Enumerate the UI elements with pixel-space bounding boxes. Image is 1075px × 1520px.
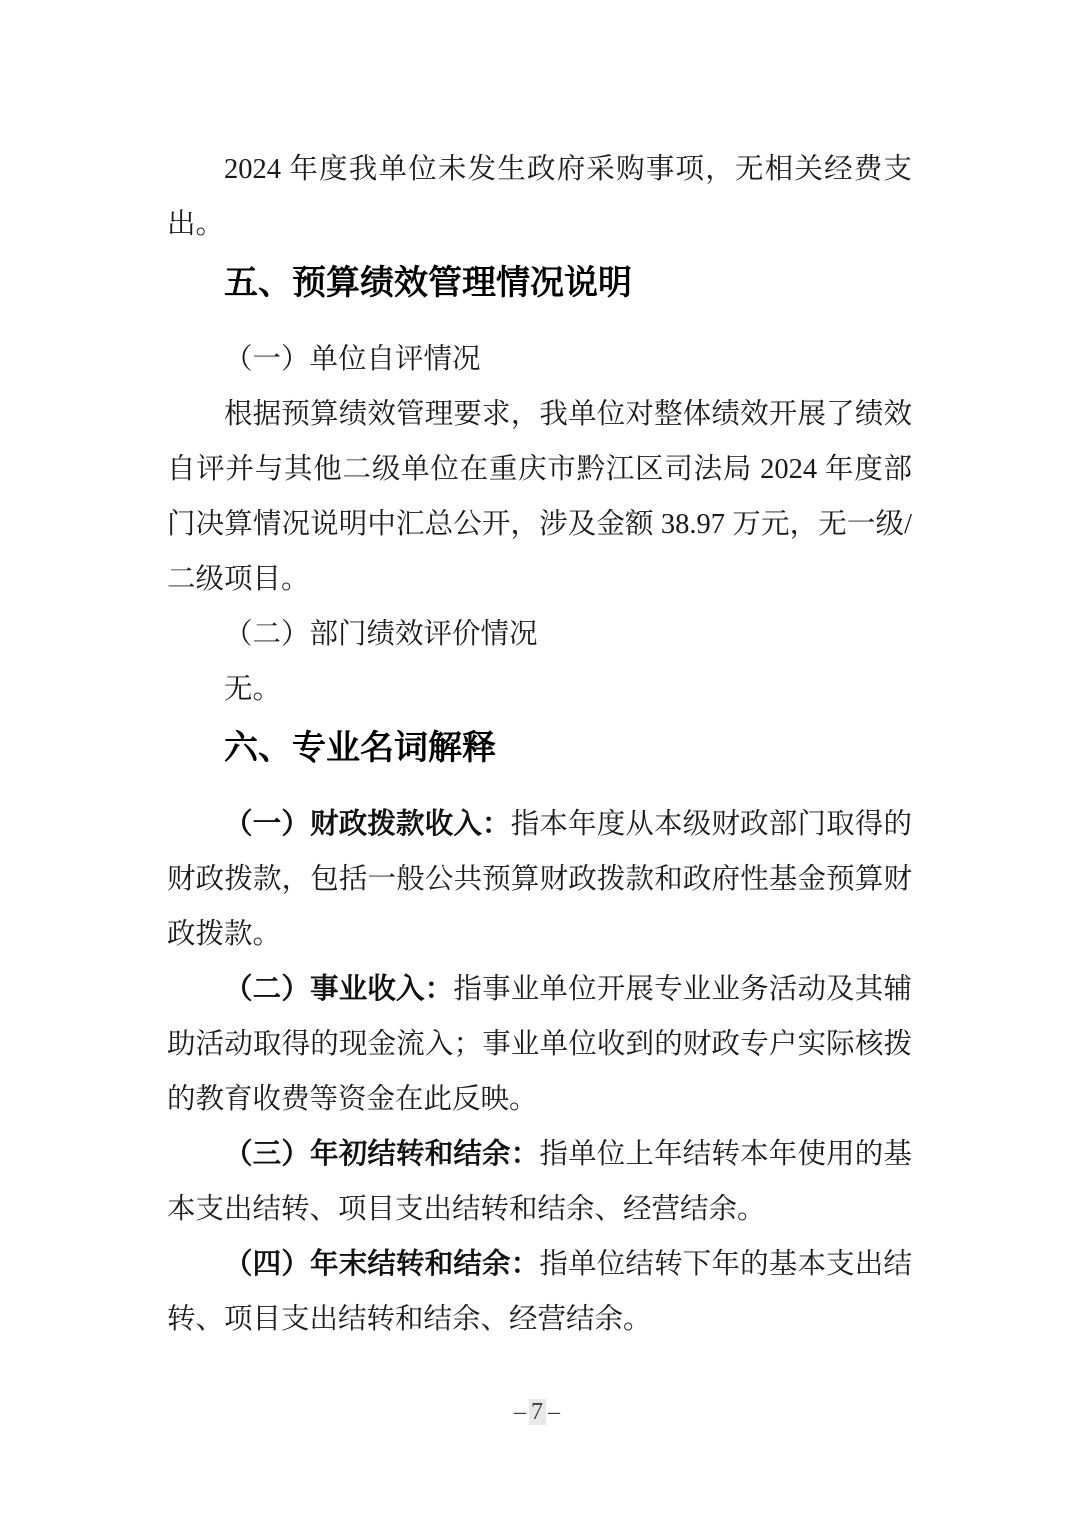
term-lead-fiscal-appropriation-income: （一）财政拨款收入： — [224, 809, 511, 840]
paragraph-term-beginning-carryover — [167, 1127, 912, 1237]
term-definition-business-income: 指事业单位开展专业业务活动及其辅助活动取得的现金流入；事业单位收到的财政专户实际核拨的教育收费等资金在此反映。 — [167, 974, 912, 1115]
subheading-5-1-self-evaluation: （一）单位自评情况 — [224, 344, 481, 375]
paragraph-government-procurement: 2024 年度我单位未发生政府采购事项，无相关经费支出。 — [167, 154, 912, 240]
document-body — [167, 142, 912, 1347]
paragraph-term-business-income — [167, 962, 912, 1127]
subheading-5-2-department-evaluation: （二）部门绩效评价情况 — [224, 619, 538, 650]
page-number-dash-left: – — [514, 1399, 527, 1425]
term-lead-yearend-carryover: （四）年末结转和结余： — [224, 1249, 540, 1280]
paragraph-term-yearend-carryover — [167, 1237, 912, 1347]
term-definition-fiscal-appropriation-income: 指本年度从本级财政部门取得的财政拨款，包括一般公共预算财政拨款和政府性基金预算财政拨款。 — [167, 809, 912, 950]
term-definition-beginning-carryover: 指单位上年结转本年使用的基本支出结转、项目支出结转和结余、经营结余。 — [167, 1139, 912, 1225]
paragraph-self-evaluation-detail: 根据预算绩效管理要求，我单位对整体绩效开展了绩效自评并与其他二级单位在重庆市黔江区司法局 2024 年度部门决算情况说明中汇总公开，涉及金额 38.97 万元，无一级/二级项目。 — [167, 399, 912, 595]
term-lead-beginning-carryover: （三）年初结转和结余： — [224, 1139, 540, 1170]
paragraph-term-fiscal-appropriation-income — [167, 797, 912, 962]
page-number-dash-right: – — [548, 1399, 561, 1425]
heading-section-5-budget-performance: 五、预算绩效管理情况说明 — [224, 264, 632, 302]
term-definition-yearend-carryover: 指单位结转下年的基本支出结转、项目支出结转和结余、经营结余。 — [167, 1249, 912, 1335]
paragraph-none: 无。 — [224, 674, 282, 705]
page-number: 7 — [531, 1399, 544, 1425]
heading-section-6-terminology: 六、专业名词解释 — [224, 729, 496, 767]
term-lead-business-income: （二）事业收入： — [224, 974, 454, 1005]
page-footer — [0, 1396, 1075, 1428]
